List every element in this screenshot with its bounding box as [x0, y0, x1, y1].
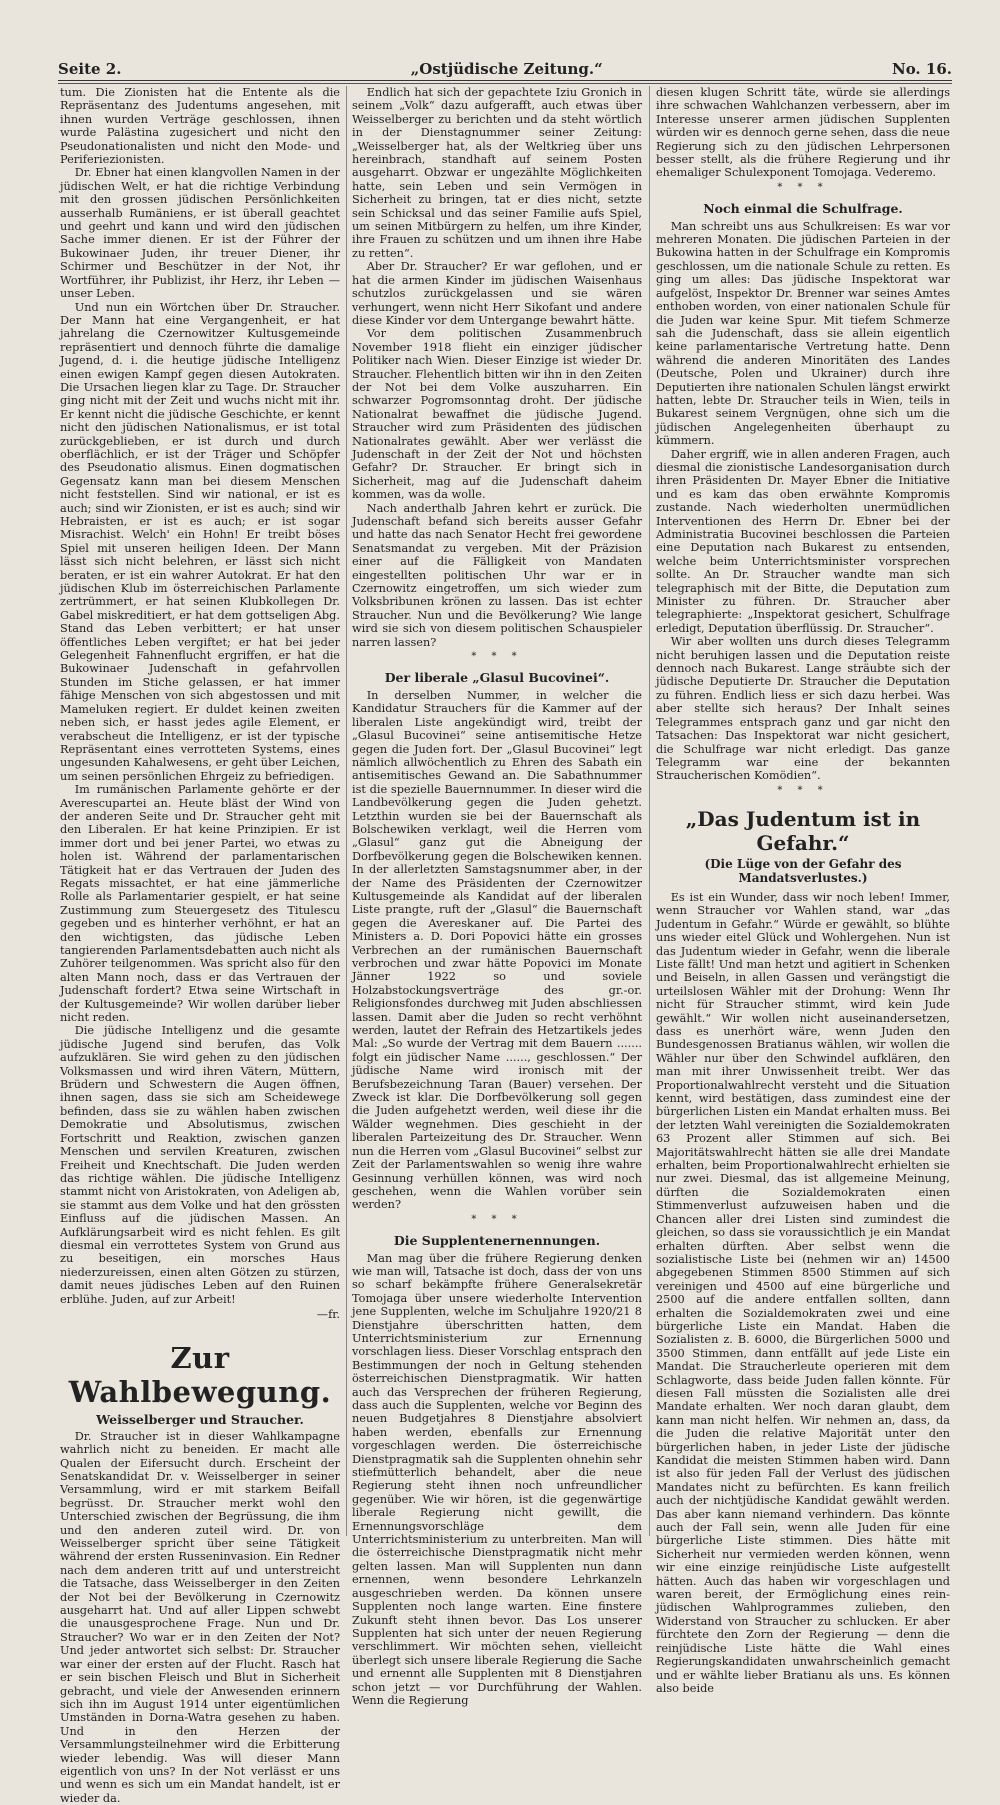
page-header — [58, 52, 952, 78]
section-divider: * * * — [777, 181, 829, 193]
section-subtitle: Weisselberger und Straucher. — [96, 1412, 304, 1428]
header-rule — [58, 80, 952, 81]
section-divider: * * * — [777, 784, 829, 796]
article-paragraph: Im rumänischen Parlamente gehörte er der Averescupartei an. Heute bläst der Wind von der anderen Seite und Dr. Straucher geht mit den Liberalen. Er hat keine Prinzipien. Er ist immer dort und bei jener Partei, wo etwas zu holen ist. Während der parlamentarischen Tätigkeit hat er das Vertrauen der Juden des Regats missachtet, er hat eine jämmerliche Rolle als Parlamentarier gespielt, er hat seine Zustimmung zum Steuergesetz des Titulescu gegeben und es hinterher verhöhnt, er hat an den wichtigsten, das jüdische Leben tangierenden Parlamentsdebatten auch nicht als Zuhörer teilgenommen. Was spricht also für den alten Mann noch, dass er das Vertrauen der Judenschaft fordert? Etwa seine Wirtschaft in der Kultusgemeinde? Wir wollen darüber lieber nicht reden. — [60, 783, 340, 1025]
section-title-supplenten: Die Supplentenernennungen. — [393, 1233, 601, 1249]
article-paragraph: Endlich hat sich der gepachtete Iziu Gronich in seinem „Volk“ dazu aufgerafft, auch etwas über Weisselberger zu berichten und da steht wörtlich in der Dienstagnummer seiner Zeitung: „Weisselberger hat, als der Weltkrieg über uns hereinbrach, standhaft auf seinem Posten ausgeharrt. Obzwar er ungezählte Möglichkeiten hatte, sein Leben und sein Vermögen in Sicherheit zu bringen, tat er dies nicht, setzte sein Schicksal und das seiner Familie aufs Spiel, um seinen Mitbürgern zu helfen, um ihre Kinder, ihre Frauen zu schützen und um ihnen ihre Habe zu retten“. — [352, 86, 642, 260]
column-3 — [656, 86, 951, 1695]
article-paragraph: diesen klugen Schritt täte, würde sie allerdings ihre schwachen Wahlchanzen verbessern, aber im Interesse unserer armen jüdischen Supplenten würden wir es dennoch gerne sehen, dass die neue Regierung sich zu den jüdischen Lehrpersonen besser stellt, als die frühere Regierung und ihr ehemaliger Schulexponent Tomojaga. Vederemo. — [656, 86, 950, 180]
section-title-schulfrage: Noch einmal die Schulfrage. — [703, 201, 903, 217]
columns-container — [60, 86, 951, 1805]
page-number: Seite 2. — [58, 60, 122, 78]
article-paragraph: Daher ergriff, wie in allen anderen Fragen, auch diesmal die zionistische Landesorganisation durch ihren Präsidenten Dr. Mayer Ebner die Initiative und es kam das oben erwähnte Kompromis zustande. Nach wiederholten unermüdlichen Interventionen des Herrn Dr. Ebner bei der Administratia Bucovinei beschlossen die Parteien eine Deputation nach Bukarest zu entsenden, welche beim Unterrichtsminister vorsprechen sollte. An Dr. Straucher wandte man sich telegraphisch mit der Bitte, die Deputation zum Minister zu führen. Dr. Straucher aber telegraphierte: „Inspektorat gesichert, Schulfrage erledigt, Deputation überflüssig. Dr. Straucher“. — [656, 447, 950, 635]
issue-number: No. 16. — [891, 60, 952, 78]
article-paragraph: Und nun ein Wörtchen über Dr. Straucher. Der Mann hat eine Vergangenheit, er hat jahrelang die Czernowitzer Kultusgemeinde repräsentiert und dennoch führte die damalige Jugend, d. i. die heutige jüdische Intelligenz einen ewigen Kampf gegen diesen Autokraten. Die Ursachen liegen klar zu Tage. Dr. Straucher ging nicht mit der Zeit und wuchs nicht mit ihr. Er kennt nicht die jüdische Geschichte, er kennt nicht den jüdischen Nationalismus, er ist total zurückgeblieben, er ist durch und durch oberflächlich, er ist der Träger und Schöpfer des Pseudonatio alismus. Einen dogmatischen Gegensatz kann man bei diesem Menschen nicht feststellen. Sind wir national, er ist es auch; sind wir Zionisten, er ist es auch; sind wir Hebraisten, er ist es auch; er ist sogar Misrachist. Welch' ein Hohn! Er treibt böses Spiel mit unseren heiligen Ideen. Der Mann lässt sich nicht belehren, er lässt sich nicht beraten, er ist ein wahrer Autokrat. Er hat den jüdischen Klub im österreichischen Parlamente zertrümmert, er hat seinen Klubkollegen Dr. Gabel miskreditiert, er hat dem gottseligen Abg. Stand das Leben verbittert; er hat unser öffentliches Leben vergiftet; er hat bei jeder Gelegenheit Fahnenflucht ergriffen, er hat die Bukowinaer Judenschaft in gefahrvollen Stunden im Stiche gelassen, er hat immer fähige Menschen von sich abgestossen und mit Mameluken regiert. Er duldet keinen zweiten neben sich, er hasst jedes agile Element, er verabscheut die Intelligenz, er ist der typische Repräsentant eines verrotteten Systems, eines ungesunden Kahalwesens, er geht über Leichen, um seinen persönlichen Ehrgeiz zu befriedigen. — [60, 300, 340, 783]
article-paragraph: Nach anderthalb Jahren kehrt er zurück. Die Judenschaft befand sich bereits ausser Gefahr und hatte das nach Senator Hecht frei gewordene Senatsmandat zu vergeben. Mit der Präzision einer auf die Fälligkeit von Mandaten eingestellten politischen Uhr war er in Czernowitz eingetroffen, um sich wieder zum Volksbribunen krönen zu lassen. Das ist echter Straucher. Nun und die Bevölkerung? Wie lange wird sie sich von diesem politischen Schauspieler narren lassen? — [352, 501, 642, 649]
article-paragraph: In derselben Nummer, in welcher die Kandidatur Strauchers für die Kammer auf der liberalen Liste angekündigt wird, treibt der „Glasul Bucovinei“ seine antisemitische Hetze gegen die Juden fort. Der „Glasul Bucovinei“ legt nämlich allwöchentlich zu Ehren des Sabath ein antisemitisches Gewand an. Die Sabathnummer ist die spezielle Bauernnummer. In dieser wird die Landbevölkerung gegen die Juden gehetzt. Letzthin wurden sie bei der Bauernschaft als Bolschewiken verklagt, weil die Herren vom „Glasul“ ganz gut die Abneigung der Dorfbevölkerung gegen die Bolschewiken kennen. In der allerletzten Samstagsnummer aber, in der der Name des Präsidenten der Czernowitzer Kultusgemeinde als Kandidat auf der liberalen Liste prangte, ruft der „Glasul“ die Bauernschaft gegen die Avereskaner auf. Die Partei des Ministers a. D. Dori Popovici hätte ein grosses Verbrechen an der rumänischen Bauernschaft verbrochen und zwar hätte Popovici im Monate Jänner 1922 so und soviele Holzabstockungsverträge des gr.-or. Religionsfondes durchweg mit Juden abschliessen lassen. Damit aber die Juden so recht verhöhnt werden, lautet der Refrain des Hetzartikels jedes Mal: „So wurde der Vertrag mit dem Bauern ....... folgt ein jüdischer Name ......, geschlossen.“ Der jüdische Name wird ironisch mit der Berufsbezeichnung Taran (Bauer) versehen. Der Zweck ist klar. Die Dorfbevölkerung soll gegen die Juden aufgehetzt werden, weil diese ihr die Wälder wegnehmen. Dies geschieht in der liberalen Parteizeitung des Dr. Straucher. Wenn nun die Herren vom „Glasul Bucovinei“ selbst zur Zeit der Parlamentswahlen so wenig ihre wahre Gesinnung verhüllen können, was wird noch geschehen, wenn die Wahlen vorüber sein werden? — [352, 688, 642, 1212]
article-signature: —fr. — [316, 1307, 340, 1321]
newspaper-title: „Ostjüdische Zeitung.“ — [410, 60, 603, 78]
article-paragraph: Dr. Straucher ist in dieser Wahlkampagne wahrlich nicht zu beneiden. Er macht alle Qualen der Eifersucht durch. Erscheint der Senatskandidat Dr. v. Weisselberger in seiner Versammlung, wird er mit starkem Beifall begrüsst. Dr. Straucher merkt wohl den Unterschied zwischen der Begrüssung, die ihm und den anderen zuteil wird. Dr. von Weisselberger spricht über seine Tätigkeit während der ersten Russeninvasion. Ein Redner nach dem anderen tritt auf und unterstreicht die Tatsache, dass Weisselberger in den Zeiten der Not bei der Bevölkerung in Czernowitz ausgeharrt hat. Und auf aller Lippen schwebt die unausgesprochene Frage. Nun und Dr. Straucher? Wo war er in den Zeiten der Not? Und jeder antwortet sich selbst: Dr. Straucher war einer der ersten auf der Flucht. Rasch hat er sein bischen Fleisch und Blut in Sicherheit gebracht, und viele der Anwesenden erinnern sich ihn im August 1914 unter eigentümlichen Umständen in Dorna-Watra gesehen zu haben. Und in den Herzen der Versammlungsteilnehmer wird die Erbitterung wieder lebendig. Was will dieser Mann eigentlich von uns? In der Not verlässt er uns und wenn es sich um ein Mandat handelt, ist er wieder da. — [60, 1429, 340, 1805]
feature-title: „Das Judentum ist in Gefahr.“ — [685, 807, 921, 856]
section-divider: * * * — [471, 1213, 523, 1225]
column-2 — [352, 86, 642, 1707]
header-rule-secondary — [58, 83, 952, 84]
column-divider — [346, 86, 347, 1536]
article-paragraph: tum. Die Zionisten hat die Entente als die Repräsentanz des Judentums angesehen, mit ihnen wurden Verträge geschlossen, ihnen wurde Palästina zugesichert und nicht den Pseudonationalisten und nicht den Mode- und Periferiezionisten. — [60, 86, 340, 167]
column-divider — [649, 86, 650, 1536]
article-paragraph: Man mag über die frühere Regierung denken wie man will, Tatsache ist doch, dass der von uns so scharf bekämpfte frühere Generalsekretär Tomojaga über unsere wiederholte Intervention jene Supplenten, welche im Schuljahre 1920/21 8 Dienstjahre überschritten hatten, dem Unterrichtsministerium zur Ernennung vorschlagen liess. Dieser Vorschlag entsprach den Bestimmungen der noch in Geltung stehenden österreichischen Dienstpragmatik. Wir hatten auch das Versprechen der früheren Regierung, dass auch die Supplenten, welche vor Beginn des neuen Budgetjahres 8 Dienstjahre absolviert haben werden, ebenfalls zur Ernennung vorgeschlagen werden. Die österreichische Dienstpragmatik sah die Supplenten ohnehin sehr stiefmütterlich behandelt, aber die neue Regierung steht ihnen noch unfreundlicher gegenüber. Wie wir hören, ist die gegenwärtige liberale Regierung nicht gewillt, die Ernennungsvorschläge dem Unterrichtsministerium zu unterbreiten. Man will die österreichische Dienstpragmatik nicht mehr gelten lassen. Man will Supplenten nun dann ernennen, wenn besondere Lehrkanzeln ausgeschrieben werden. Da können unsere Supplenten noch lange warten. Eine finstere Zukunft steht ihnen bevor. Das Los unserer Supplenten hat sich unter der neuen Regierung verschlimmert. Wir möchten sehen, vielleicht überlegt sich unsere liberale Regierung die Sache und ernennt alle Supplenten mit 8 Dienstjahren schon jetzt — vor Durchführung der Wahlen. Wenn die Regierung — [352, 1251, 642, 1707]
feature-subtitle: (Die Lüge von der Gefahr des Mandatsverlustes.) — [704, 857, 902, 885]
section-title-glasul: Der liberale „Glasul Bucovinei“. — [384, 670, 610, 686]
column-1 — [60, 86, 340, 1805]
article-paragraph: Wir aber wollten uns durch dieses Telegramm nicht beruhigen lassen und die Deputation reiste dennoch nach Bukarest. Lange sträubte sich der jüdische Deputierte Dr. Straucher die Deputation zu führen. Endlich liess er sich dazu herbei. Was aber stellte sich heraus? Der Inhalt seines Telegrammes entsprach ganz und gar nicht den Tatsachen: Das Inspektorat war nicht gesichert, die Schulfrage war nicht erledigt. Das ganze Telegramm war eine der bekannten Straucherischen Komödien“. — [656, 635, 950, 783]
article-paragraph: Vor dem politischen Zusammenbruch November 1918 flieht ein einziger jüdischer Politiker nach Wien. Dieser Einzige ist wieder Dr. Straucher. Flehentlich bitten wir ihn in den Zeiten der Not bei dem Volke auszuharren. Ein schwarzer Pogromsonntag droht. Der jüdische Nationalrat bewaffnet die jüdische Jugend. Straucher wird zum Präsidenten des jüdischen Nationalrates gewählt. Aber wer verlässt die Judenschaft in der Zeit der Not und höchsten Gefahr? Dr. Straucher. Er bringt sich in Sicherheit, mag auf die Judenschaft daheim kommen, was da wolle. — [352, 327, 642, 502]
article-paragraph: Man schreibt uns aus Schulkreisen: Es war vor mehreren Monaten. Die jüdischen Parteien in der Bukowina hatten in der Schulfrage ein Kompromis geschlossen, um die nationale Schule zu retten. Es ging um alles: Das jüdische Inspektorat war aufgelöst, Inspektor Dr. Brenner war seines Amtes enthoben worden, von einer nationalen Schule für die Juden war keine Spur. Mit tiefem Schmerze sah die Judenschaft, dass sie allein eigentlich keine parlamentarische Vertretung hatte. Denn während die anderen Minoritäten des Landes (Deutsche, Polen und Ukrainer) durch ihre Deputierten ihre nationalen Schulen längst erwirkt hatten, lebte Dr. Straucher teils in Wien, teils in Bukarest seinem Vergnügen, ohne sich um die jüdischen Angelegenheiten überhaupt zu kümmern. — [656, 219, 951, 448]
article-paragraph: Die jüdische Intelligenz und die gesamte jüdische Jugend sind berufen, das Volk aufzuklären. Sie wird gehen zu den jüdischen Volksmassen und wird ihren Vätern, Müttern, Brüdern und Schwestern die Augen öffnen, ihnen sagen, dass sie sich am Scheidewege befinden, dass sie zu wählen haben zwischen Demokratie und Absolutismus, zwischen Fortschritt und Reaktion, zwischen ganzen Menschen und servilen Kreaturen, zwischen Freiheit und Knechtschaft. Die Juden werden das richtige wählen. Die jüdische Intelligenz stammt nicht von Aristokraten, von Adeligen ab, sie stammt aus dem Volke und hat den grössten Einfluss auf die jüdischen Massen. An Aufklärungsarbeit wird es nicht fehlen. Es gilt diesmal ein verrottetes System von Grund aus zu beseitigen, ein morsches Haus niederzureissen, einen alten Götzen zu stürzen, damit neues jüdisches Leben auf den Ruinen erblühe. Juden, auf zur Arbeit! — [60, 1024, 340, 1306]
article-paragraph: Dr. Ebner hat einen klangvollen Namen in der jüdischen Welt, er hat die richtige Verbindung mit den grossen jüdischen Persönlichkeiten ausserhalb Rumäniens, er ist überall geachtet und geehrt und kann und wird den jüdischen Sache immer dienen. Er ist der Führer der Bukowinaer Juden, ihr treuer Diener, ihr Schirmer und Beschützer in der Not, ihr Wortführer, ihr Publizist, ihr Herz, ihr Leben — unser Leben. — [60, 166, 340, 301]
article-paragraph: Es ist ein Wunder, dass wir noch leben! Immer, wenn Straucher vor Wahlen stand, war „das Judentum in Gefahr.“ Würde er gewählt, so blühte uns wieder eitel Glück und Wohlergehen. Nun ist das Judentum wieder in Gefahr, wenn die liberale Liste fällt! Und man hetzt und agitiert in Schenken und Beiseln, in allen Gassen und verängstigt die urteilslosen Wähler mit der Drohung: Wenn Ihr nicht für Straucher stimmt, wird kein Jude gewählt.“ Wir wollen nicht auseinandersetzen, dass es unerhört wäre, wenn Juden den Bundesgenossen Bratianus wählen, wir wollen die Wähler nur über den Schwindel aufklären, den man mit ihrer Unwissenheit treibt. Wer das Proportionalwahlrecht versteht und die Situation kennt, wird bestätigen, dass zumindest eine der bürgerlichen Listen ein Mandat erhalten muss. Bei der letzten Wahl vereinigten die Sozialdemokraten 63 Prozent aller Stimmen auf sich. Bei Majoritätswahlrecht hätten sie alle drei Mandate erhalten, beim Proportionalwahlrecht erhielten sie nur zwei. Diesmal, das ist allgemeine Meinung, dürften die Sozialdemokraten einen Stimmenverlust aufzuweisen haben und die Chancen aller drei Listen sind zumindest die gleichen, so dass sie voraussichtlich je ein Mandat erhalten dürften. Aber selbst wenn die sozialistische Liste bei (nehmen wir an) 14500 abgegebenen Stimmen 8500 Stimmen auf sich vereinigen und 4500 auf eine bürgerliche und 2500 auf die andere entfallen sollten, dann erhalten die Sozialdemokraten zwei und eine bürgerliche Liste ein Mandat. Haben die Sozialisten z. B. 6000, die Bürgerlichen 5000 und 3500 Stimmen, dann entfällt auf jede Liste ein Mandat. Die Straucherleute operieren mit dem Schlagworte, dass beide Juden fallen könnte. Für diesen Fall müssten die Sozialisten alle drei Mandate erhalten. Wer noch daran glaubt, dem kann man nicht helfen. Wir nehmen an, dass, da die Juden die relative Majorität unter den bürgerlichen haben, in jeder Liste der jüdische Kandidat die meisten Stimmen haben wird. Dann ist also für jeden Fall der Verlust des jüdischen Mandates nicht zu befürchten. Es kann freilich auch der nichtjüdische Kandidat gewählt werden. Das aber kann niemand verhindern. Das könnte auch der Fall sein, wenn alle Juden für eine bürgerliche Liste stimmen. Dies hätte mit Sicherheit nur vermieden werden können, wenn wir eine einzige reinjüdische Liste aufgestellt hätten. Auch das haben wir vorgeschlagen und waren bereit, der Ermöglichung eines rein-jüdischen Wahlprogrammes zulieben, den Widerstand von Straucher zu schlucken. Er aber fürchtete den Zorn der Regierung — denn die reinjüdische Liste hätte die Wahl eines Regierungskandidaten unwahrscheinlich gemacht und er wählte lieber Bratianu als uns. Es können also beide — [656, 890, 950, 1695]
article-paragraph: Aber Dr. Straucher? Er war geflohen, und er hat die armen Kinder im jüdischen Waisenhaus schutzlos zurückgelassen und sie wären verhungert, wenn nicht Herr Sikofant und andere diese Kinder vor dem Untergange bewahrt hätte. — [352, 260, 642, 327]
section-title-wahlbewegung: Zur Wahlbewegung. — [68, 1341, 332, 1410]
section-divider: * * * — [471, 651, 523, 663]
